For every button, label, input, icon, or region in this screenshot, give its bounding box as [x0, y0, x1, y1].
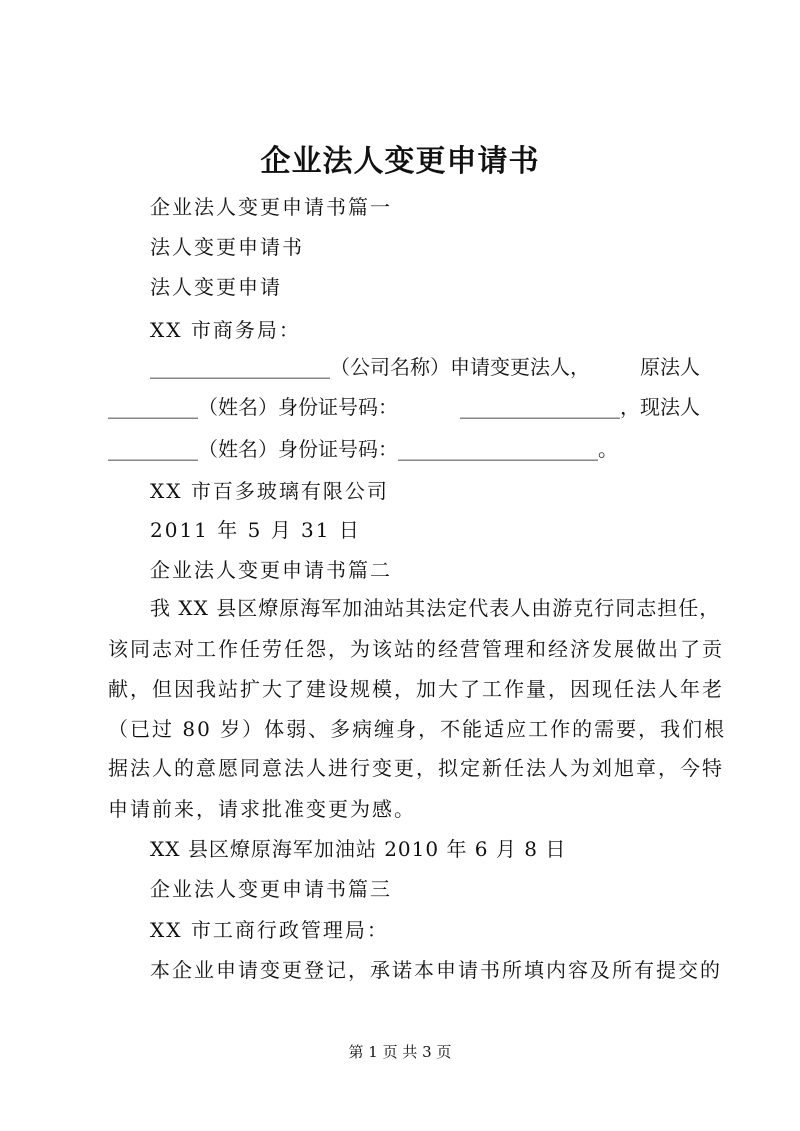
form-line-1-part-a: __________________（公司名称）申请变更法人，: [150, 355, 590, 379]
section3-addressee: XX 市工商行政管理局：: [150, 918, 389, 942]
section2-line: 该同志对工作任劳任怨，为该站的经营管理和经济发展做出了贡: [108, 637, 724, 661]
section2-heading: 企业法人变更申请书篇二: [150, 558, 392, 582]
section2-signature: XX 县区燎原海军加油站 2010 年 6 月 8 日: [150, 837, 567, 861]
section2-line: 据法人的意愿同意法人进行变更，拟定新任法人为刘旭章，今特: [108, 756, 724, 780]
document-title: 企业法人变更申请书: [260, 144, 540, 179]
section2-last-line: 申请前来，请求批准变更为感。: [108, 797, 416, 821]
section2-line: 献，但因我站扩大了建设规模，加大了工作量，因现任法人年老: [108, 677, 724, 701]
section1-subtitle: 法人变更申请书: [150, 235, 304, 259]
form-line-1-part-b: 原法人: [640, 355, 700, 379]
section1-date: 2011 年 5 月 31 日: [150, 518, 361, 542]
section2-line: （已过 80 岁）体弱、多病缠身，不能适应工作的需要，我们根: [108, 717, 727, 741]
form-line-2-part-a: _________（姓名）身份证号码：: [108, 395, 398, 419]
section2-line: 我 XX 县区燎原海军加油站其法定代表人由游克行同志担任，: [150, 596, 721, 620]
section3-heading: 企业法人变更申请书篇三: [150, 877, 392, 901]
form-line-3: _________（姓名）身份证号码：____________________。: [108, 437, 618, 461]
page-footer: 第 1 页 共 3 页: [348, 1043, 452, 1061]
section1-addressee: XX 市商务局：: [150, 318, 301, 342]
section3-body-line: 本企业申请变更登记，承诺本申请书所填内容及所有提交的: [150, 958, 722, 982]
form-line-2-part-b: ________________，现法人: [460, 395, 700, 419]
section1-company: XX 市百多玻璃有限公司: [150, 479, 389, 503]
section1-heading: 企业法人变更申请书篇一: [150, 195, 392, 219]
section1-subtitle-2: 法人变更申请: [150, 275, 282, 299]
form-line-2: [108, 392, 700, 422]
form-line-1: [150, 352, 700, 382]
